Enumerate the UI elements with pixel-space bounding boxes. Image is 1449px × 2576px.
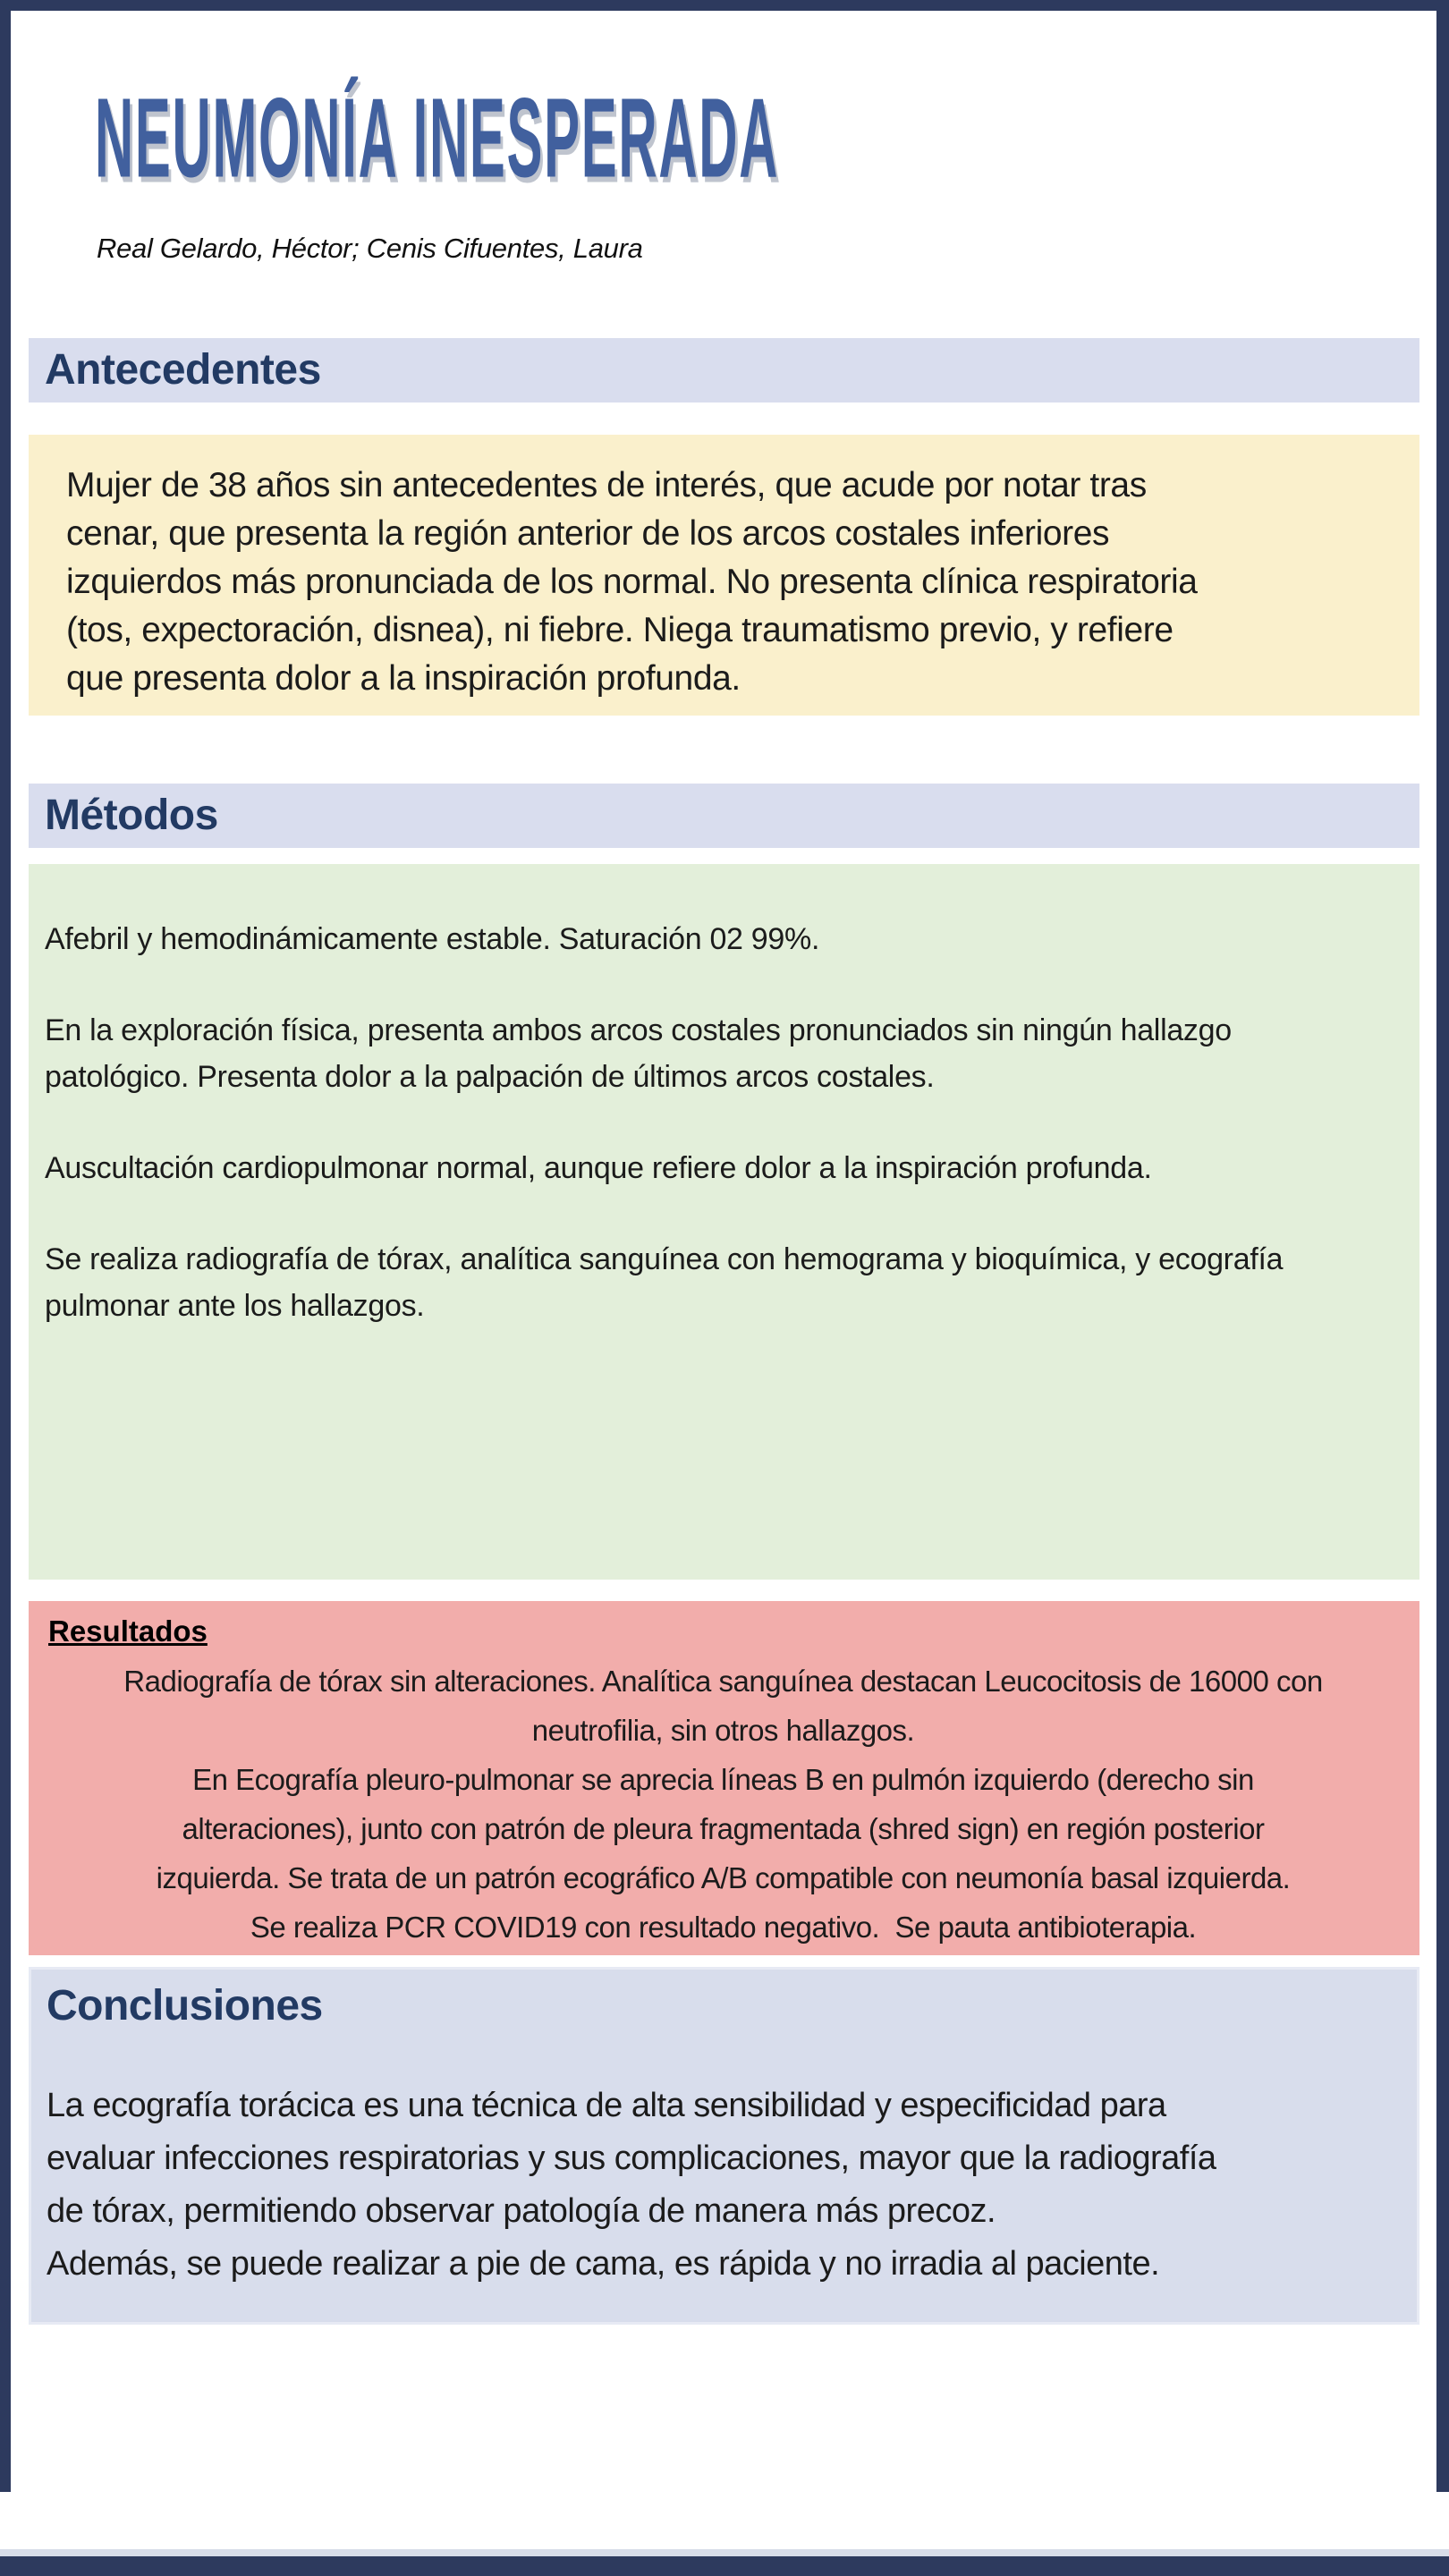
poster-title xyxy=(95,75,1295,202)
antecedentes-body-text: Mujer de 38 años sin antecedentes de interés, que acude por notar tras cenar, que presenta la región anterior de los arcos costales inferiores izquierdos más pronunciada de los normal. No presenta clínica respiratoria (tos, expectoración, disnea), ni fiebre. Niega traumatismo previo, y refiere que presenta dolor a la inspiración profunda. xyxy=(66,466,1198,698)
metodos-body-box xyxy=(29,864,1419,1580)
poster-title-text: NEUMONÍA INESPERADA xyxy=(95,75,780,202)
resultados-heading: Resultados xyxy=(48,1614,208,1648)
antecedentes-heading: Antecedentes xyxy=(45,346,321,394)
resultados-body-text: Radiografía de tórax sin alteraciones. Analítica sanguínea destacan Leucocitosis de 16000 con neutrofilia, sin otros hallazgos. En Ecografía pleuro-pulmonar se aprecia líneas B en pulmón izquierdo (derecho sin alteraciones), junto con patrón de pleura fragmentada (shred sign) en región posterior izquierda. Se trata de un patrón ecográfico A/B compatible con neumonía basal izquierda. Se realiza PCR COVID19 con resultado negativo. Se pauta antibioterapia. xyxy=(123,1665,1323,1944)
section-header-antecedentes xyxy=(29,338,1419,402)
frame-bottom-border xyxy=(0,2556,1449,2576)
metodos-paragraph: Auscultación cardiopulmonar normal, aunque refiere dolor a la inspiración profunda. xyxy=(45,1151,1152,1185)
antecedentes-body-box xyxy=(29,435,1419,716)
footer-light-strip xyxy=(0,2549,1449,2556)
section-header-metodos xyxy=(29,784,1419,848)
poster-authors: Real Gelardo, Héctor; Cenis Cifuentes, Laura xyxy=(97,233,643,264)
metodos-heading: Métodos xyxy=(45,792,218,839)
metodos-paragraph: Se realiza radiografía de tórax, analítica sanguínea con hemograma y bioquímica, y ecografía pulmonar ante los hallazgos. xyxy=(45,1242,1284,1323)
conclusiones-heading: Conclusiones xyxy=(47,1982,323,2029)
conclusiones-body-text: La ecografía torácica es una técnica de alta sensibilidad y especificidad para evaluar infecciones respiratorias y sus complicaciones, mayor que la radiografía de tórax, permitiendo observar patología de manera más precoz. Además, se puede realizar a pie de cama, es rápida y no irradia al paciente. xyxy=(47,2087,1216,2283)
frame-right-border xyxy=(1436,0,1449,2492)
metodos-paragraph: Afebril y hemodinámicamente estable. Saturación 02 99%. xyxy=(45,922,820,956)
resultados-box xyxy=(29,1601,1419,1955)
metodos-paragraph: En la exploración física, presenta ambos arcos costales pronunciados sin ningún hallazgo patológico. Presenta dolor a la palpación de últimos arcos costales. xyxy=(45,1013,1232,1094)
frame-top-border xyxy=(0,0,1449,11)
frame-left-border xyxy=(0,0,11,2492)
conclusiones-box xyxy=(29,1967,1419,2325)
